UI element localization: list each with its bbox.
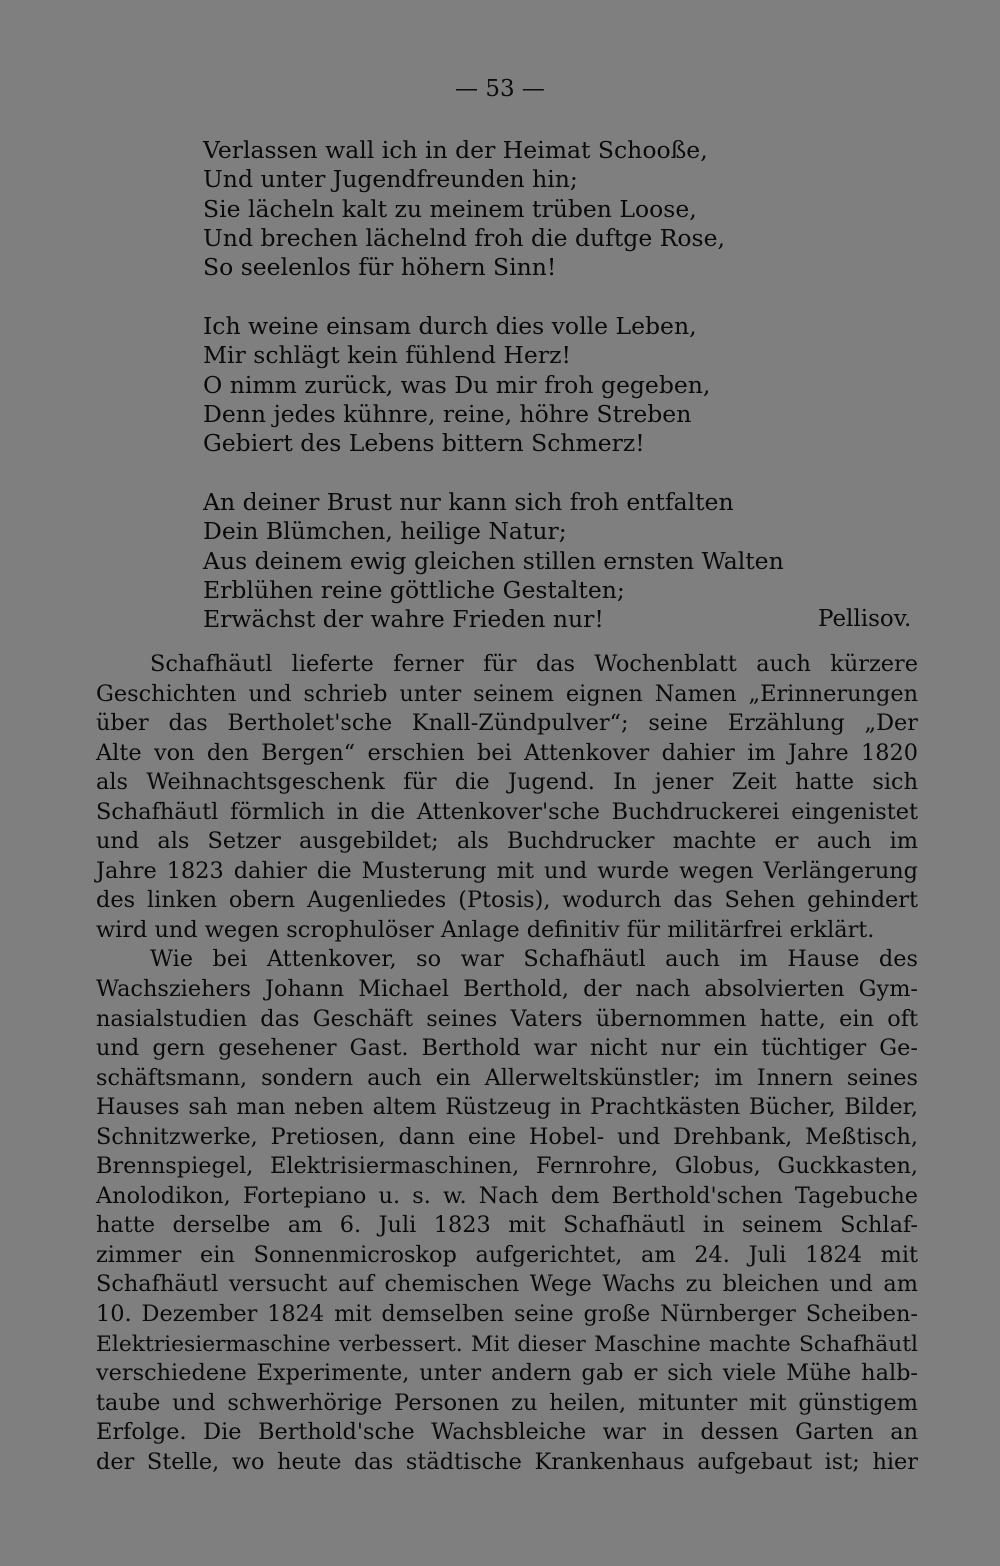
text-line: Elektriesiermaschine verbessert. Mit dieser Maschine machte Schafhäutl (96, 1331, 918, 1357)
text-line: über das Bertholet'sche Knall-Zündpulver“; seine Erzählung „Der (96, 710, 918, 737)
poem-line: Erblühen reine göttliche Gestalten; (203, 575, 625, 604)
text-line: schäftsmann, sondern auch ein Allerweltskünstler; im Innern seines (96, 1064, 918, 1091)
text-line: und gern gesehener Gast. Berthold war nicht nur ein tüchtiger Ge- (96, 1035, 918, 1062)
poem-line: Mir schlägt kein fühlend Herz! (203, 341, 571, 370)
poem-line: Gebiert des Lebens bittern Schmerz! (203, 429, 645, 458)
text-line: zimmer ein Sonnenmicroskop aufgerichtet, am 24. Juli 1824 mit (96, 1241, 918, 1268)
poem-stanza (203, 312, 784, 458)
text-line: als Weihnachtsgeschenk für die Jugend. In jener Zeit hatte sich (96, 769, 918, 796)
text-line: taube und schwerhörige Personen zu heilen, mitunter mit günstigem (96, 1389, 918, 1416)
text-line: der Stelle, wo heute das städtische Krankenhaus aufgebaut ist; hier (96, 1448, 918, 1475)
text-line: Geschichten und schrieb unter seinem eignen Namen „Erinnerungen (96, 680, 918, 707)
text-line: nasialstudien das Geschäft seines Vaters übernommen hatte, ein oft (96, 1005, 918, 1032)
poem-line: Ich weine einsam durch dies volle Leben, (203, 311, 697, 340)
text-line: des linken obern Augenliedes (Ptosis), wodurch das Sehen gehindert (96, 887, 918, 914)
poem-line: An deiner Brust nur kann sich froh entfalten (203, 487, 734, 516)
text-line: Wachsziehers Johann Michael Berthold, der nach absolvierten Gym- (96, 976, 918, 1003)
text-line: Brennspiegel, Elektrisiermaschinen, Fernrohre, Globus, Guckkasten, (96, 1153, 918, 1180)
text-line: 10. Dezember 1824 mit demselben seine große Nürnberger Scheiben- (96, 1301, 918, 1328)
poem (203, 136, 784, 634)
poem-line: Und unter Jugendfreunden hin; (203, 165, 578, 194)
poem-line: So seelenlos für höhern Sinn! (203, 253, 557, 282)
text-line: Wie bei Attenkover, so war Schafhäutl auch im Hause des (150, 946, 918, 973)
text-line: Schafhäutl förmlich in die Attenkover'sche Buchdruckerei eingenistet (96, 798, 918, 825)
poem-line: Erwächst der wahre Frieden nur! (203, 605, 604, 634)
poem-line: Denn jedes kühnre, reine, höhre Streben (203, 399, 692, 428)
text-line: Hauses sah man neben altem Rüstzeug in Prachtkästen Bücher, Bilder, (96, 1094, 918, 1121)
poem-line: Und brechen lächelnd froh die duftge Rose, (203, 223, 725, 252)
text-line: Schafhäutl versucht auf chemischen Wege Wachs zu bleichen und am (96, 1271, 918, 1298)
page-number: — 53 — (455, 76, 545, 102)
text-line: und als Setzer ausgebildet; als Buchdrucker machte er auch im (96, 828, 918, 855)
poem-author: Pellisov. (818, 606, 912, 632)
text-line: Jahre 1823 dahier die Musterung mit und wurde wegen Verlängerung (96, 857, 918, 884)
text-line: Alte von den Bergen“ erschien bei Attenkover dahier im Jahre 1820 (96, 739, 918, 766)
poem-line: Aus deinem ewig gleichen stillen ernsten Walten (203, 546, 784, 575)
text-line: wird und wegen scrophulöser Anlage definitiv für militärfrei erklärt. (96, 916, 875, 943)
text-line: hatte derselbe am 6. Juli 1823 mit Schafhäutl in seinem Schlaf- (96, 1212, 918, 1239)
poem-stanza (203, 136, 784, 282)
poem-line: Dein Blümchen, heilige Natur; (203, 517, 567, 546)
text-line: Erfolge. Die Berthold'sche Wachsbleiche war in dessen Garten an (96, 1419, 918, 1446)
poem-stanza (203, 488, 784, 634)
text-line: Schnitzwerke, Pretiosen, dann eine Hobel- und Drehbank, Meßtisch, (96, 1123, 918, 1150)
poem-line: Sie lächeln kalt zu meinem trüben Loose, (203, 194, 697, 223)
poem-line: Verlassen wall ich in der Heimat Schooße, (203, 136, 708, 164)
text-line: Schafhäutl lieferte ferner für das Wochenblatt auch kürzere (150, 651, 918, 677)
text-line: Anolodikon, Fortepiano u. s. w. Nach dem Berthold'schen Tagebuche (96, 1182, 918, 1209)
text-line: verschiedene Experimente, unter andern gab er sich viele Mühe halb- (96, 1360, 918, 1387)
prose-body (96, 650, 918, 1477)
poem-line: O nimm zurück, was Du mir froh gegeben, (203, 370, 711, 399)
